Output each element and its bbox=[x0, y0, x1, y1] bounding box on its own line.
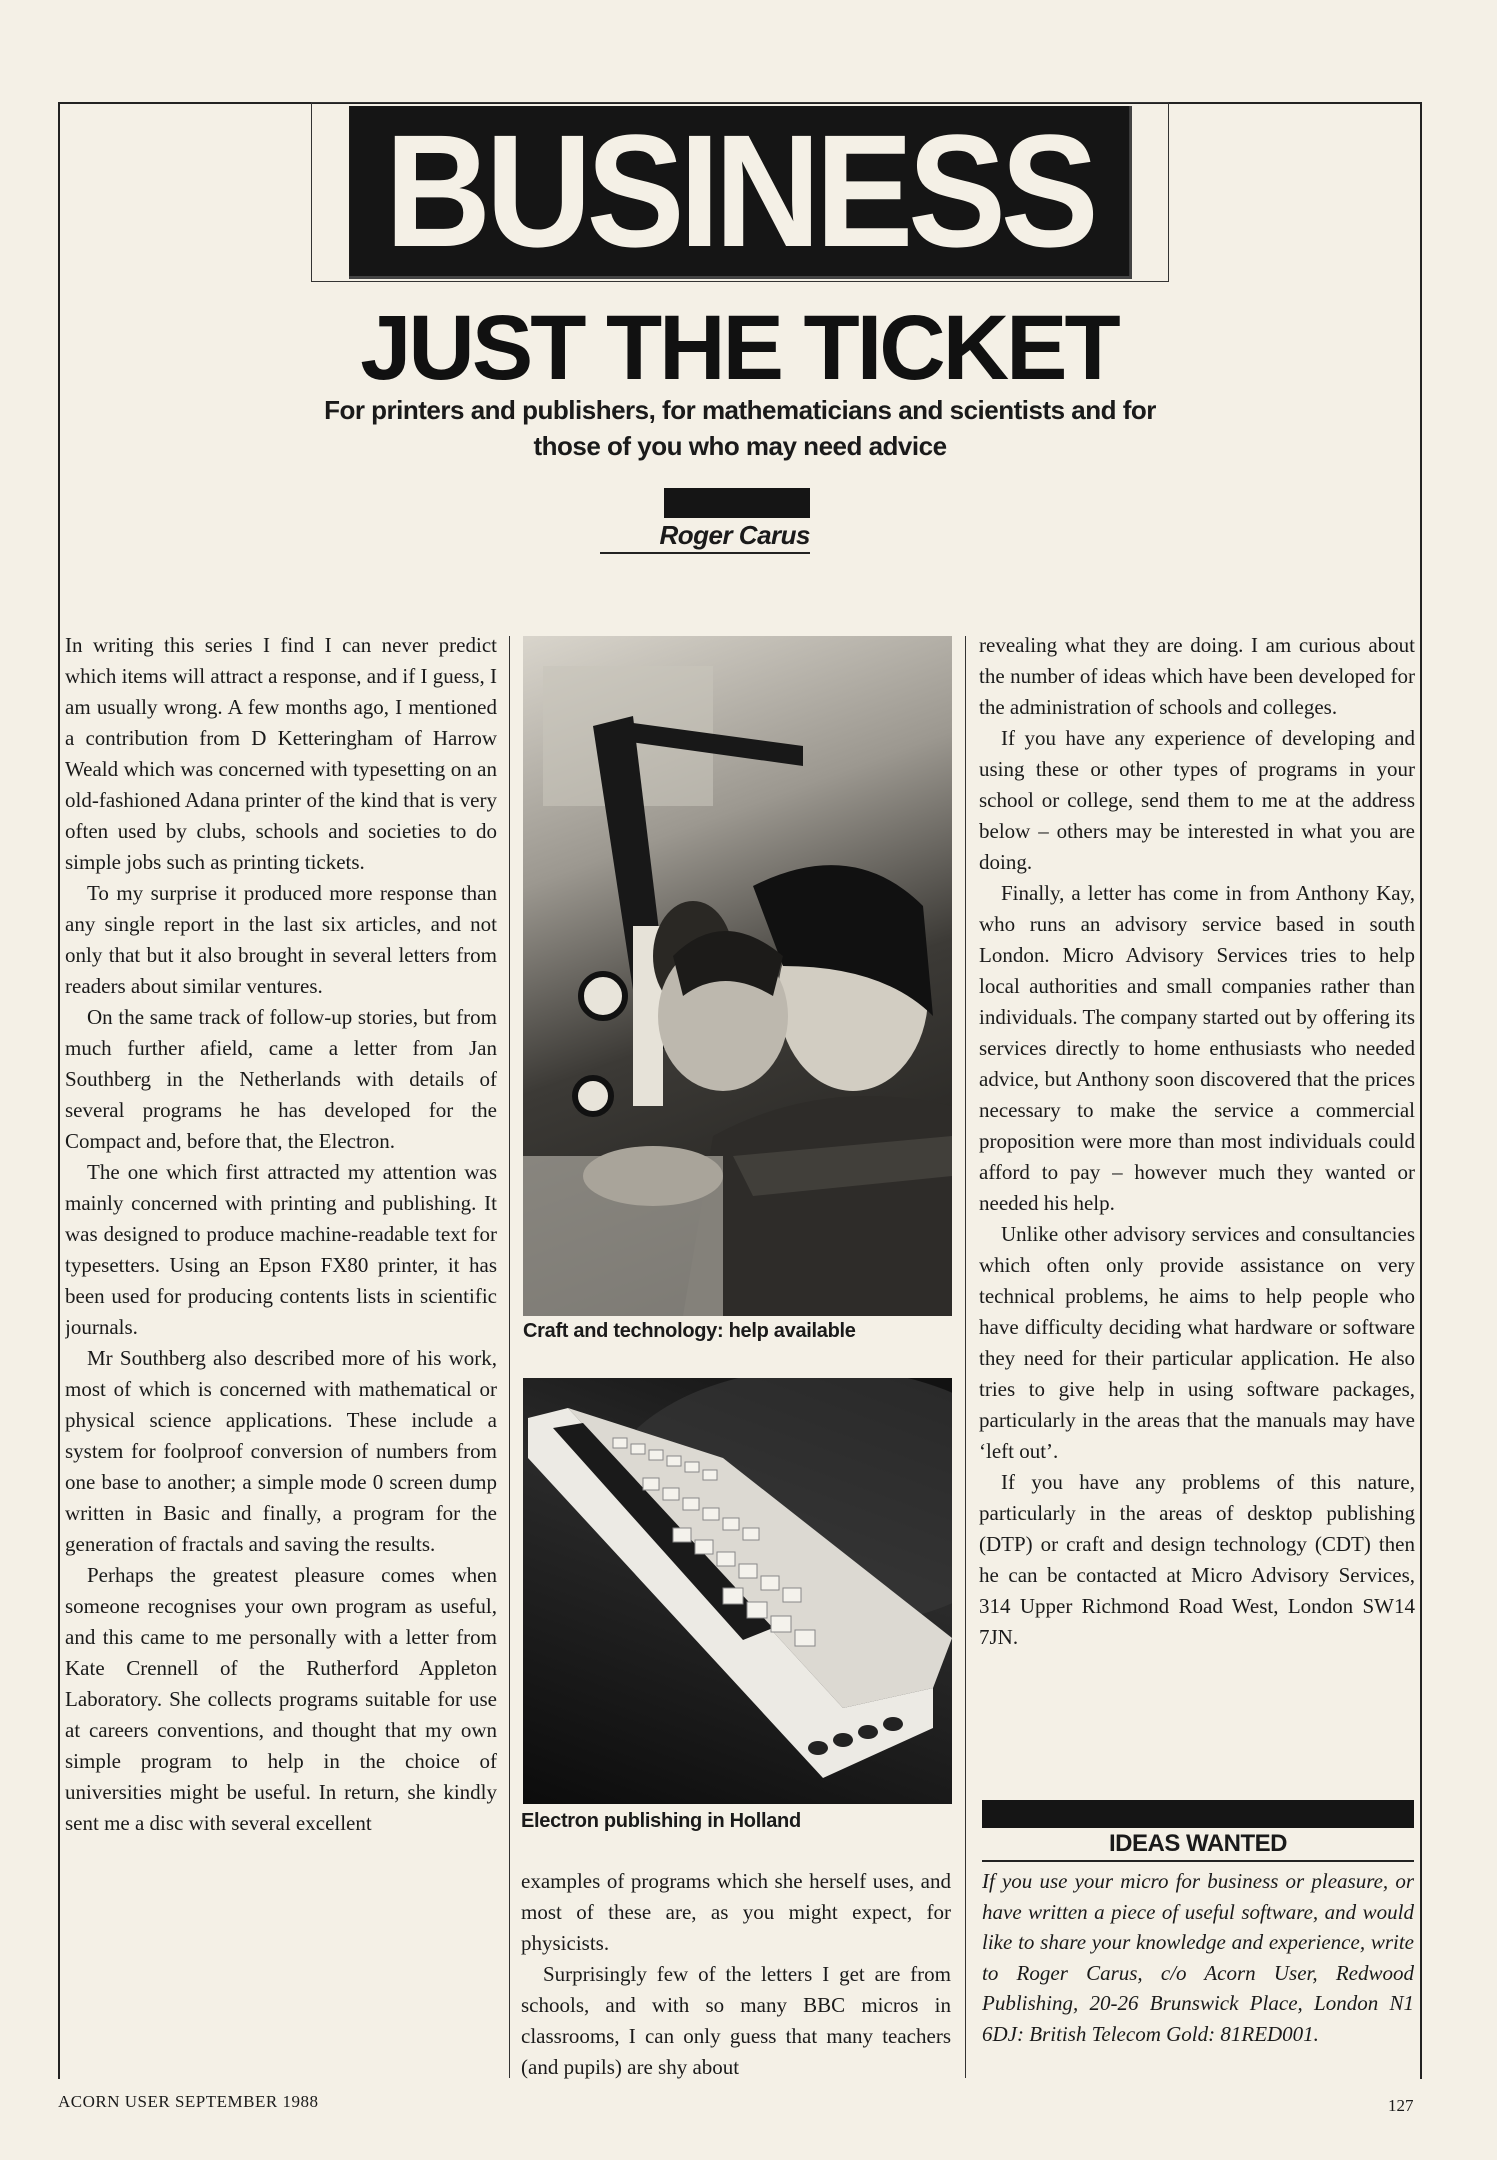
electron-computer-illustration bbox=[523, 1378, 952, 1804]
byline: Roger Carus bbox=[600, 518, 810, 554]
paragraph: revealing what they are doing. I am curious about the number of ideas which have been developed for the administration of schools and colleges. bbox=[979, 633, 1415, 719]
photo-craft-technology bbox=[523, 636, 952, 1316]
paragraph: Mr Southberg also described more of his work, most of which is concerned with mathematical or physical science applications. These include a system for foolproof conversion of numbers from one base to another; a simple mode 0 screen dump written in Basic and finally, a program for the generation of fractals and saving the results. bbox=[65, 1346, 497, 1556]
frame-left-rule bbox=[58, 102, 60, 2079]
paragraph: Unlike other advisory services and consultancies which often only provide assistance on very technical problems, he aims to help people who have difficulty deciding what hardware or software they need for their particular application. He also tries to give help in using software packages, particularly in the areas that the manuals may have ‘left out’. bbox=[979, 1222, 1415, 1463]
paragraph: The one which first attracted my attention was mainly concerned with printing and publishing. It was designed to produce machine-readable text for typesetters. Using an Epson FX80 printer, it has been used for producing contents lists in scientific journals. bbox=[65, 1160, 497, 1339]
paragraph: If you have any experience of developing and using these or other types of programs in your school or college, send them to me at the address below – others may be interested in what you are doing. bbox=[979, 726, 1415, 874]
column-rule-1 bbox=[509, 636, 510, 2078]
column-rule-2 bbox=[965, 636, 966, 2078]
page-number: 127 bbox=[1388, 2096, 1414, 2115]
paragraph: Surprisingly few of the letters I get are from schools, and with so many BBC micros in classrooms, I can only guess that many teachers (and pupils) are shy about bbox=[521, 1962, 951, 2079]
byline-bar bbox=[664, 488, 810, 518]
paragraph: To my surprise it produced more response than any single report in the last six articles, and not only that but it also brought in several letters from readers about similar ventures. bbox=[65, 881, 497, 998]
craft-technology-illustration bbox=[523, 636, 952, 1316]
article-column-1 bbox=[65, 630, 497, 2080]
frame-right-rule bbox=[1420, 102, 1422, 2079]
article-column-3 bbox=[979, 630, 1415, 1790]
photo-electron-computer bbox=[523, 1378, 952, 1804]
section-title: BUSINESS bbox=[349, 106, 1132, 279]
ideas-wanted-text: If you use your micro for business or pleasure, or have written a piece of useful software, and would like to share your knowledge and experience, write to Roger Carus, c/o Acorn User, Redwood Publishing, 20-26 Brunswick Place, London N1 6DJ: British Telecom Gold: 81RED001. bbox=[982, 1869, 1414, 2046]
paragraph: Perhaps the greatest pleasure comes when someone recognises your own program as useful, and this came to me personally with a letter from Kate Crennell of the Rutherford Appleton Laboratory. She collects programs suitable for use at careers conventions, and thought that my own simple program to help in the choice of universities might be useful. In return, she kindly sent me a disc with several excellent bbox=[65, 1563, 497, 1835]
paragraph: In writing this series I find I can never predict which items will attract a response, and if I guess, I am usually wrong. A few months ago, I mentioned a contribution from D Ketteringham of Harrow Weald which was concerned with typesetting on an old-fashioned Adana printer of the kind that is very often used by clubs, schools and societies to do simple jobs such as printing tickets. bbox=[65, 633, 497, 874]
paragraph: If you have any problems of this nature, particularly in the areas of desktop publishing (DTP) or craft and design technology (CDT) then he can be contacted at Micro Advisory Services, 314 Upper Richmond Road West, London SW14 7JN. bbox=[979, 1470, 1415, 1649]
footer-publication: ACORN USER SEPTEMBER 1988 bbox=[58, 2092, 319, 2111]
article-column-2 bbox=[521, 1866, 951, 2080]
paragraph: On the same track of follow-up stories, but from much further afield, came a letter from Jan Southberg in the Netherlands with details of several programs he has developed for the Compact and, before that, the Electron. bbox=[65, 1005, 497, 1153]
headline: JUST THE TICKET bbox=[360, 297, 1118, 399]
paragraph: Finally, a letter has come in from Anthony Kay, who runs an advisory service based in south London. Micro Advisory Services tries to help local authorities and small companies rather than individuals. The company started out by offering its services directly to home enthusiasts who needed advice, but Anthony soon discovered that the prices necessary to make the service a commercial proposition were more than most individuals could afford to pay – however much they wanted or needed his help. bbox=[979, 881, 1415, 1215]
photo-caption-craft: Craft and technology: help available bbox=[523, 1320, 856, 1342]
standfirst: For printers and publishers, for mathematicians and scientists and for those of you who may need advice bbox=[324, 395, 1156, 461]
photo-caption-electron: Electron publishing in Holland bbox=[521, 1810, 801, 1832]
ideas-wanted-title: IDEAS WANTED bbox=[982, 1828, 1414, 1862]
paragraph: examples of programs which she herself uses, and most of these are, as you might expect, for physicists. bbox=[521, 1869, 951, 1955]
ideas-wanted-bar bbox=[982, 1800, 1414, 1828]
